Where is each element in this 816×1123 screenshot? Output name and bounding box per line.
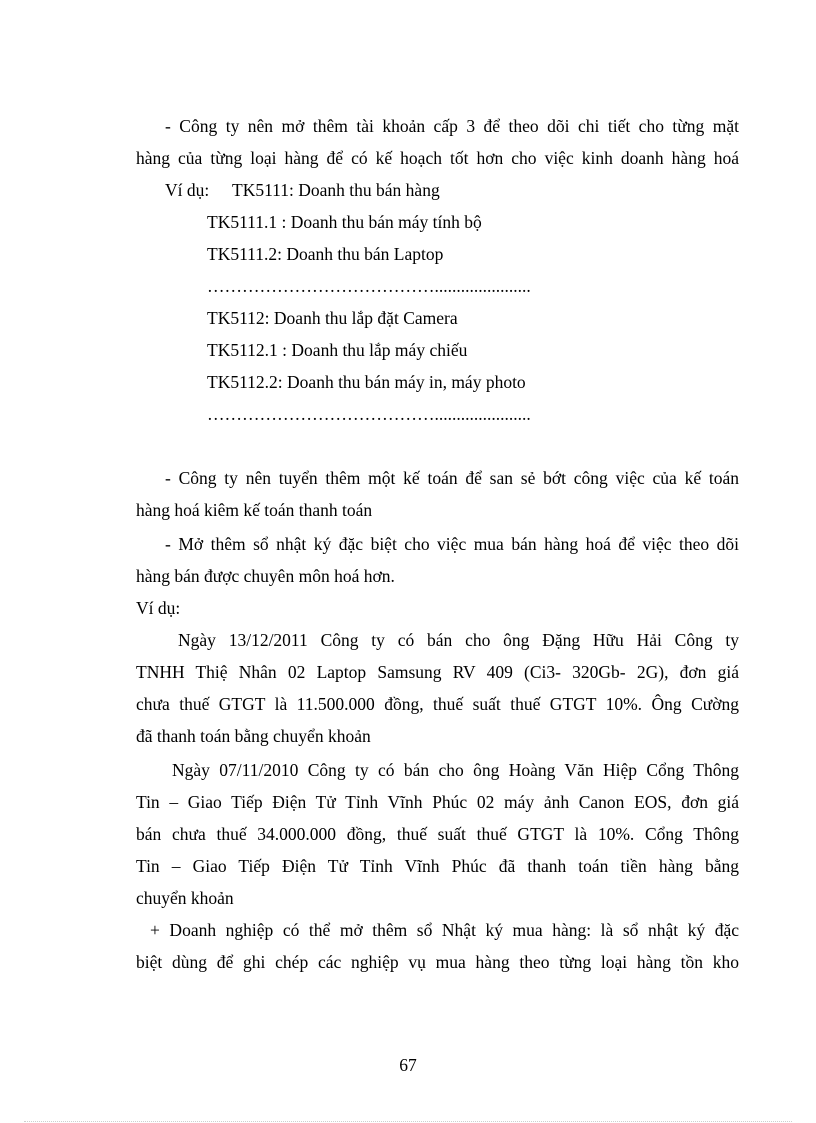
page-number: 67 [399,1055,417,1075]
paragraph-1-line-1: - Công ty nên mở thêm tài khoản cấp 3 để theo dõi chi tiết cho từng mặt [165,116,739,136]
account-item-ellipsis: …………………………………...................... [207,404,531,424]
account-item: TK5111.2: Doanh thu bán Laptop [207,244,444,264]
example-label: Ví dụ: [136,598,181,618]
example-2-line: chuyển khoản [136,888,234,908]
example-2-line: Tin – Giao Tiếp Điện Tử Tỉnh Vĩnh Phúc đã thanh toán tiền hàng bằng [136,856,739,876]
account-item-ellipsis: …………………………………...................... [207,276,531,296]
paragraph-1-line-2: hàng của từng loại hàng để có kế hoạch tốt hơn cho việc kinh doanh hàng hoá [136,148,739,168]
account-item: TK5111.1 : Doanh thu bán máy tính bộ [207,212,482,232]
account-example-label: Ví dụ: [165,180,210,200]
example-1-line: đã thanh toán bằng chuyển khoản [136,726,371,746]
paragraph-2-line-2: hàng hoá kiêm kế toán thanh toán [136,500,373,520]
account-example-row [165,178,685,202]
example-2-line: Ngày 07/11/2010 Công ty có bán cho ông Hoàng Văn Hiệp Cổng Thông [172,760,739,780]
example-1-line: chưa thuế GTGT là 11.500.000 đồng, thuế suất thuế GTGT 10%. Ông Cường [136,694,739,714]
paragraph-3-line-1: - Mở thêm sổ nhật ký đặc biệt cho việc mua bán hàng hoá để việc theo dõi [165,534,739,554]
example-1-line: TNHH Thiệ Nhân 02 Laptop Samsung RV 409 (Ci3- 320Gb- 2G), đơn giá [136,662,739,682]
paragraph-4-line-1: + Doanh nghiệp có thể mở thêm sổ Nhật ký mua hàng: là sổ nhật ký đặc [150,920,739,940]
account-item: TK5112.2: Doanh thu bán máy in, máy photo [207,372,526,392]
paragraph-4-line-2: biệt dùng để ghi chép các nghiệp vụ mua hàng theo từng loại hàng tồn kho [136,952,739,972]
example-1-line: Ngày 13/12/2011 Công ty có bán cho ông Đặng Hữu Hải Công ty [178,630,739,650]
paragraph-2-line-1: - Công ty nên tuyển thêm một kế toán để san sẻ bớt công việc của kế toán [165,468,739,488]
account-item: TK5112.1 : Doanh thu lắp máy chiếu [207,340,468,360]
paragraph-3-line-2: hàng bán được chuyên môn hoá hơn. [136,566,395,586]
example-2-line: bán chưa thuế 34.000.000 đồng, thuế suất thuế GTGT là 10%. Cổng Thông [136,824,739,844]
page-bottom-dotted-rule [24,1121,792,1122]
account-example-first: TK5111: Doanh thu bán hàng [232,180,440,200]
example-2-line: Tin – Giao Tiếp Điện Tử Tỉnh Vĩnh Phúc 02 máy ảnh Canon EOS, đơn giá [136,792,739,812]
account-item: TK5112: Doanh thu lắp đặt Camera [207,308,458,328]
